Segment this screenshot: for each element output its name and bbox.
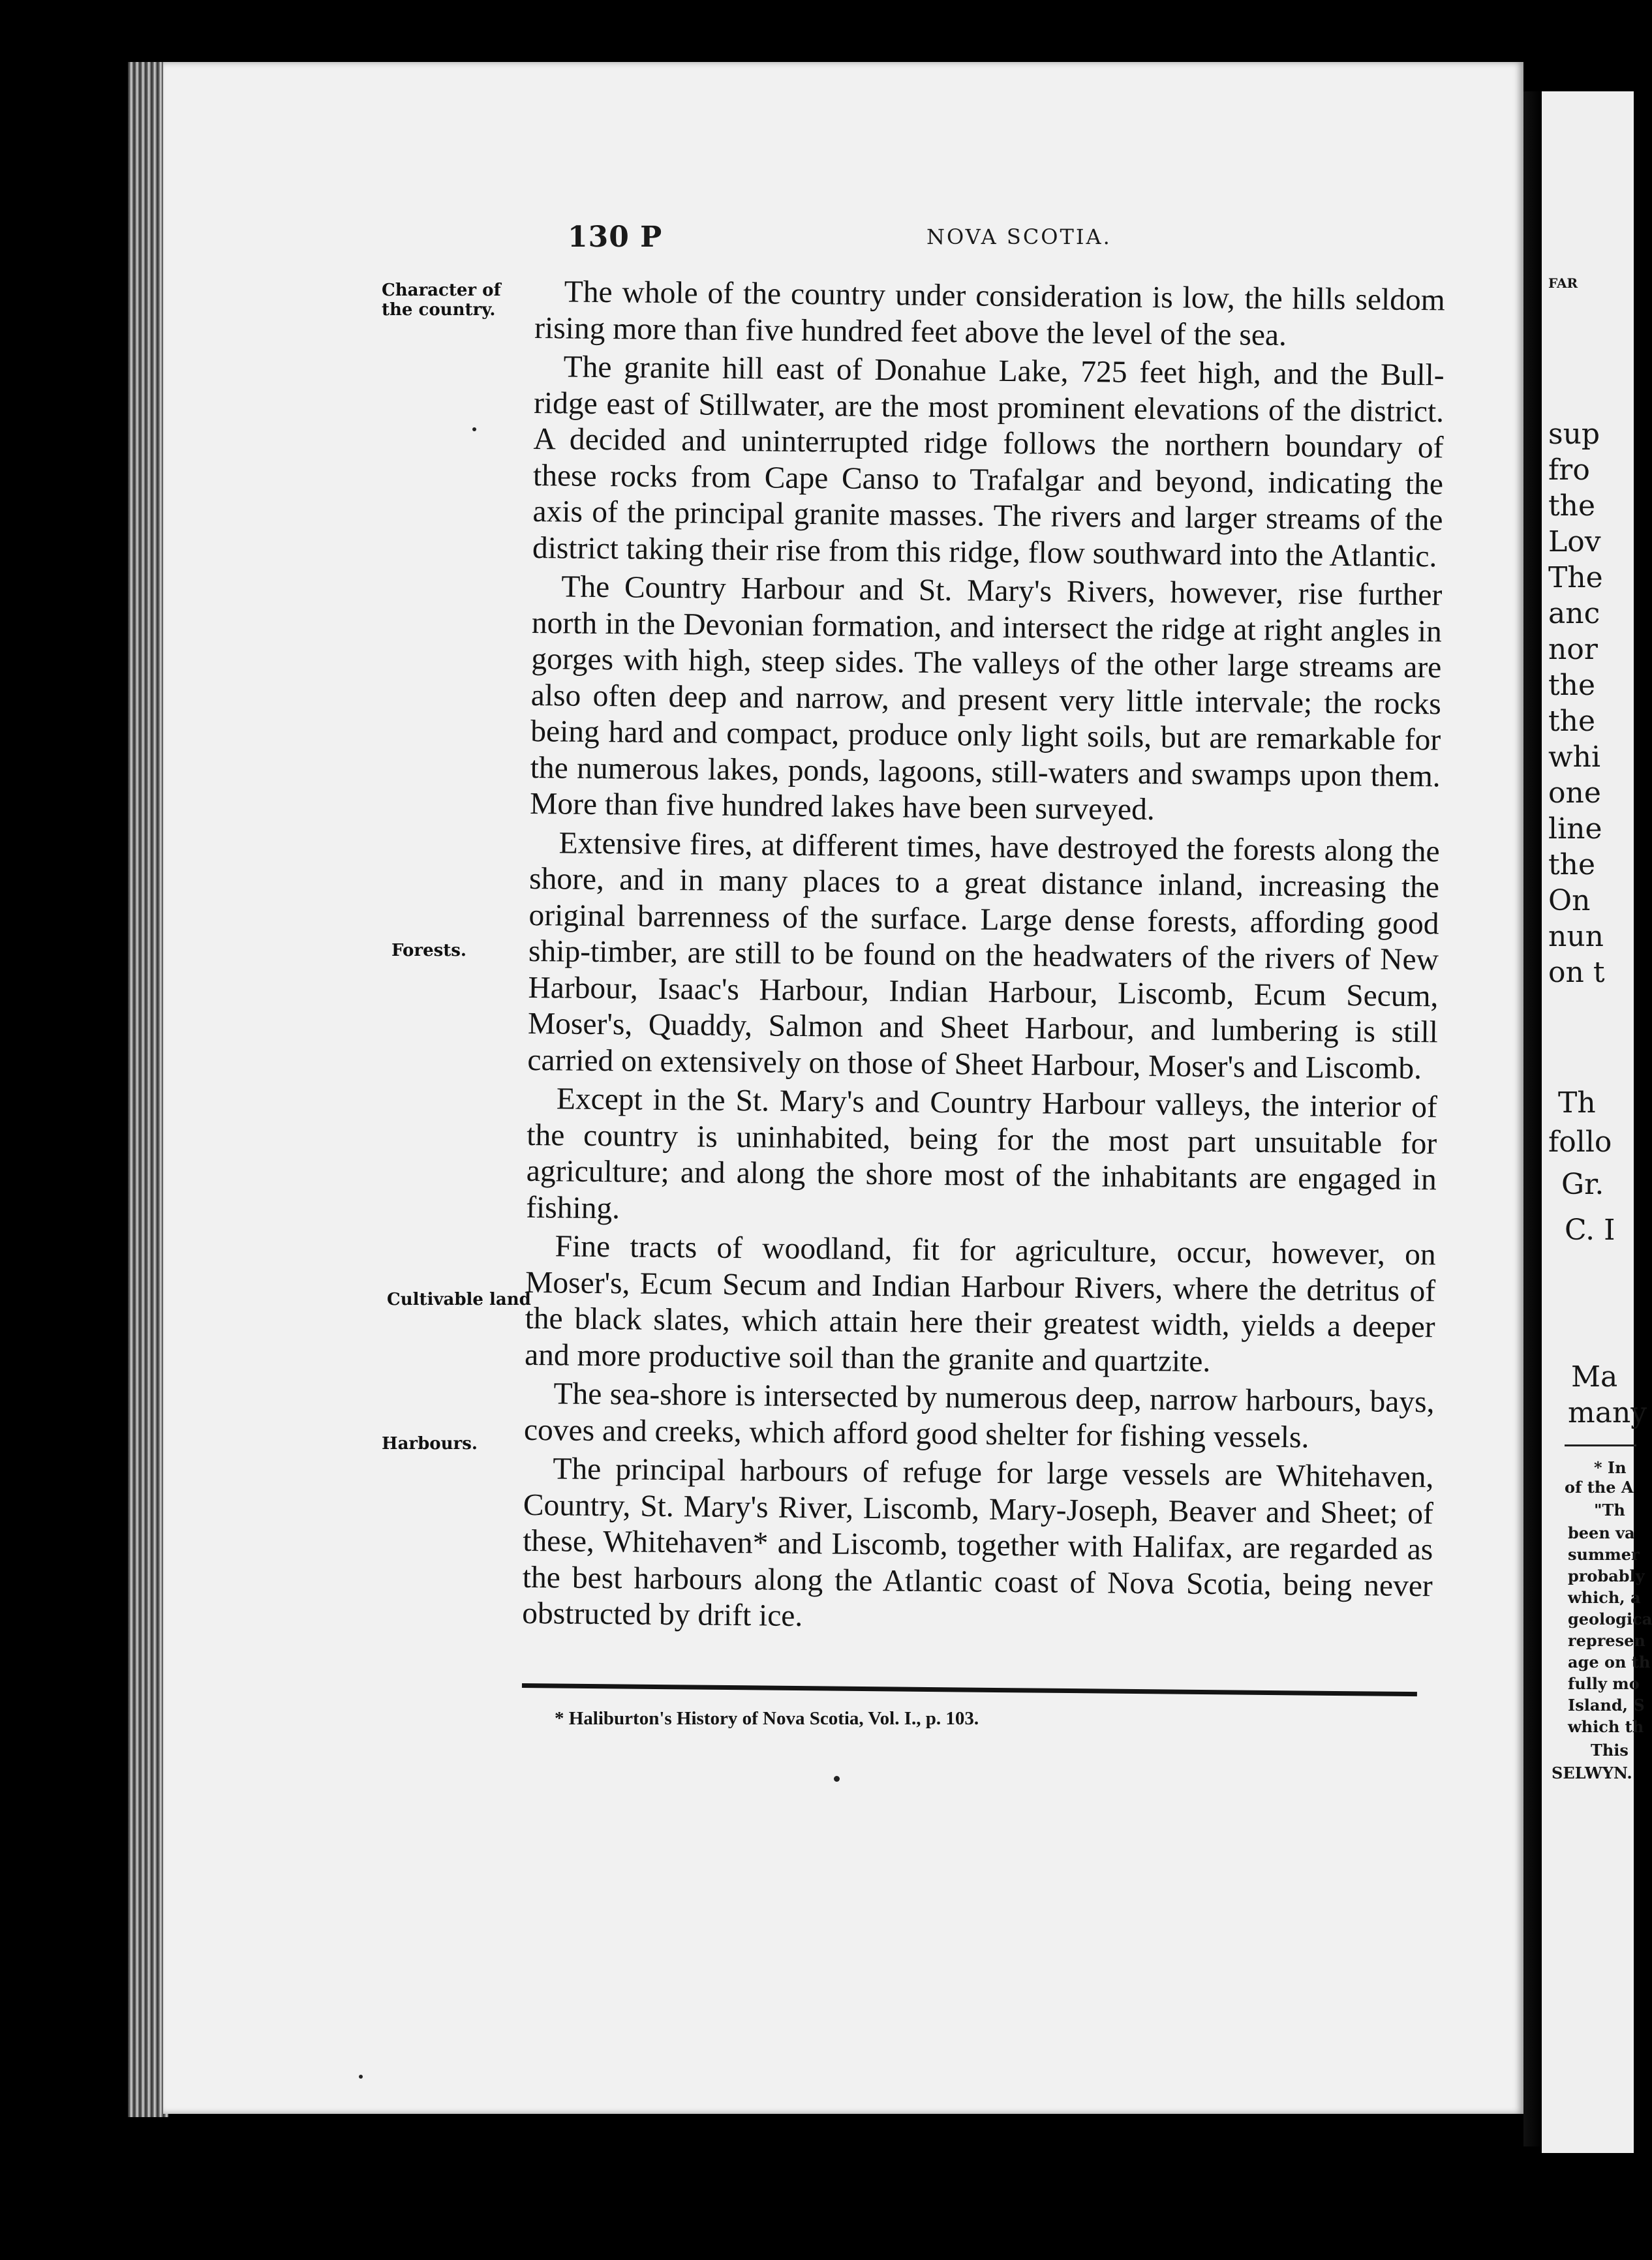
adjacent-footnote-line: been va xyxy=(1568,1523,1635,1542)
adjacent-footnote-line: represen xyxy=(1568,1631,1645,1650)
adjacent-line: the xyxy=(1548,489,1596,523)
page-edge xyxy=(128,62,168,2117)
side-note-forests: Forests. xyxy=(391,941,467,960)
footnote: * Haliburton's History of Nova Scotia, Vol. I., p. 103. xyxy=(555,1708,979,1729)
adjacent-line: on t xyxy=(1548,956,1605,989)
adjacent-footnote-line: "Th xyxy=(1594,1501,1625,1519)
adjacent-line: the xyxy=(1548,705,1596,738)
adjacent-line: whi xyxy=(1548,741,1601,774)
adjacent-footnote-line: which th xyxy=(1568,1717,1644,1736)
adjacent-footnote-line: * In xyxy=(1594,1458,1627,1477)
adjacent-line: Lov xyxy=(1548,525,1601,558)
speck-dot xyxy=(472,427,476,431)
adjacent-footnote-line: age on th xyxy=(1568,1653,1651,1672)
adjacent-footnote-line: SELWYN. xyxy=(1552,1764,1632,1782)
paragraph-cultivable-land: Fine tracts of woodland, fit for agriculture, occur, however, on Moser's, Ecum Secum and Indian Harbour Rivers, where the detritus of the black slates, which attain here their greatest width, yields a deeper and more productive soil than the granite and quartzite. xyxy=(524,1229,1436,1379)
adjacent-line: On xyxy=(1548,884,1591,917)
adjacent-header-fragment: FAR xyxy=(1548,275,1578,291)
adjacent-footnote-rule xyxy=(1565,1444,1636,1446)
adjacent-line: nor xyxy=(1548,633,1598,666)
side-note-harbours: Harbours. xyxy=(382,1434,478,1454)
adjacent-line: anc xyxy=(1548,597,1600,630)
paragraph-interior: Except in the St. Mary's and Country Harbour valleys, the interior of the country is uninhabited, being for the most part unsuitable for agriculture; and along the shore most of the inhabitants are engaged in fishing. xyxy=(526,1082,1438,1225)
adjacent-footnote-line: Island, S xyxy=(1568,1696,1645,1715)
adjacent-footnote-line: which, a xyxy=(1568,1588,1641,1607)
page-header xyxy=(568,221,1435,260)
running-title: NOVA SCOTIA. xyxy=(926,224,1112,249)
paragraph-elevations: The granite hill east of Donahue Lake, 725 feet high, and the Bull-ridge east of Stillwater, are the most prominent elevations of the district. A decided and uninterrupted ridge follows the northern boundary of these rocks from Cape Canso to Trafalgar and beyond, indicating the axis of the principal granite masses. The rivers and larger streams of the district taking their rise from this ridge, flow southward into the Atlantic. xyxy=(532,350,1445,573)
speck-dot xyxy=(834,1776,840,1782)
adjacent-line: Th xyxy=(1558,1086,1596,1120)
adjacent-footnote-line: fully mo xyxy=(1568,1674,1640,1693)
paragraph-harbours: The principal harbours of refuge for large vessels are Whitehaven, Country, St. Mary's River, Liscomb, Mary-Joseph, Beaver and Sheet; of these, Whitehaven* and Liscomb, together with Halifax, are regarded as the best harbours along the Atlantic coast of Nova Scotia, being never obstructed by drift ice. xyxy=(522,1452,1434,1634)
adjacent-line: the xyxy=(1548,669,1596,702)
adjacent-line: Gr. xyxy=(1561,1168,1604,1201)
adjacent-footnote-line: This xyxy=(1591,1741,1629,1760)
page-number: 130 P xyxy=(568,221,663,254)
adjacent-line: Ma xyxy=(1571,1360,1618,1394)
body-text xyxy=(522,274,1445,1643)
adjacent-line: many xyxy=(1568,1396,1647,1429)
adjacent-footnote-line: geologica xyxy=(1568,1610,1652,1628)
book-gutter xyxy=(1523,91,1542,2146)
adjacent-line: the xyxy=(1548,848,1596,881)
paragraph-character: The whole of the country under consideration is low, the hills seldom rising more than five hundred feet above the level of the sea. xyxy=(534,275,1445,352)
paragraph-rivers: The Country Harbour and St. Mary's Rivers, however, rise further north in the Devonian formation, and intersect the ridge at right angles in gorges with high, steep sides. The valleys of the other large streams are also often deep and narrow, and present very little intervale; the rocks being hard and compact, produce only light soils, but are remarkable for the numerous lakes, ponds, lagoons, still-waters and swamps upon them. More than five hundred lakes have been surveyed. xyxy=(529,570,1443,827)
adjacent-line: The xyxy=(1548,561,1603,594)
adjacent-page xyxy=(1542,91,1652,2153)
adjacent-footnote-line: summer xyxy=(1568,1545,1640,1564)
side-note-cultivable-land: Cultivable land xyxy=(387,1290,531,1309)
adjacent-line: C. I xyxy=(1565,1214,1615,1247)
adjacent-line: follo xyxy=(1548,1125,1612,1159)
adjacent-line: line xyxy=(1548,812,1602,846)
adjacent-line: nun xyxy=(1548,920,1604,953)
adjacent-footnote-line: probably xyxy=(1568,1566,1645,1585)
paragraph-forests: Extensive fires, at different times, have destroyed the forests along the shore, and in many places to a great distance inland, increasing the original barrenness of the surface. Large dense forests, affording good ship-timber, are still to be found on the headwaters of the rivers of New Harbour, Isaac's Harbour, Indian Harbour, Liscomb, Ecum Secum, Moser's, Quaddy, Salmon and Sheet Harbour, and lumbering is still carried on extensively on those of Sheet Harbour, Moser's and Liscomb. xyxy=(527,825,1440,1086)
speck-dot xyxy=(359,2075,363,2079)
adjacent-line: one xyxy=(1548,776,1601,810)
adjacent-footnote-line: of the A xyxy=(1565,1478,1634,1497)
adjacent-line: sup xyxy=(1548,418,1600,451)
side-note-character: Character of the country. xyxy=(382,281,501,320)
adjacent-line: fro xyxy=(1548,453,1590,487)
paragraph-sea-shore: The sea-shore is intersected by numerous deep, narrow harbours, bays, coves and creeks, which afford good shelter for fishing vessels. xyxy=(523,1377,1435,1454)
